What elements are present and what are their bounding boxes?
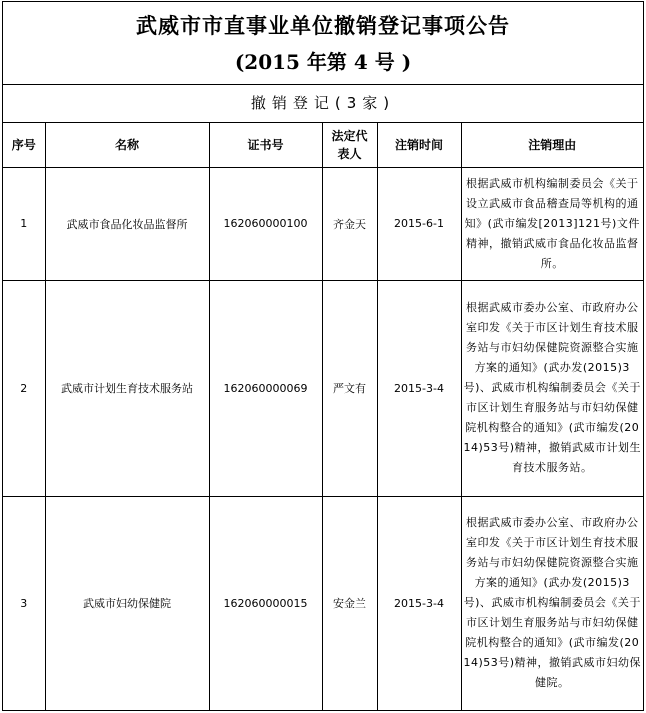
title-block: [3, 2, 643, 85]
table-header-row: [3, 123, 643, 167]
deregistration-table: [3, 123, 643, 710]
cell-date: 2015-6-1: [377, 167, 461, 280]
cell-cert: 162060000069: [209, 280, 322, 496]
table-row: [3, 167, 643, 280]
cell-reason: 根据武威市机构编制委员会《关于设立武威市食品稽查局等机构的通知》(武市编发[2013]121号)文件精神，撤销武威市食品化妆品监督所。: [461, 167, 643, 280]
section-heading: 撤销登记(3家): [3, 84, 643, 123]
cell-name: 武威市妇幼保健院: [45, 496, 209, 710]
cell-no: 3: [3, 496, 45, 710]
cell-date: 2015-3-4: [377, 496, 461, 710]
column-header-rep: 法定代表人: [322, 123, 377, 167]
column-header-reason: 注销理由: [461, 123, 643, 167]
table-row: [3, 496, 643, 710]
cell-no: 2: [3, 280, 45, 496]
page-subtitle-issue: (2015 年第 4 号 ): [234, 50, 412, 74]
cell-rep: 齐金天: [322, 167, 377, 280]
announcement-sheet: [2, 1, 644, 711]
cell-date: 2015-3-4: [377, 280, 461, 496]
cell-rep: 严文有: [322, 280, 377, 496]
cell-rep: 安金兰: [322, 496, 377, 710]
column-header-cert: 证书号: [209, 123, 322, 167]
column-header-date: 注销时间: [377, 123, 461, 167]
cell-no: 1: [3, 167, 45, 280]
cell-cert: 162060000100: [209, 167, 322, 280]
column-header-no: 序号: [3, 123, 45, 167]
cell-name: 武威市计划生育技术服务站: [45, 280, 209, 496]
cell-reason: 根据武威市委办公室、市政府办公室印发《关于市区计划生育技术服务站与市妇幼保健院资源整合实施方案的通知》(武办发(2015)3号)、武威市机构编制委员会《关于市区计划生育服务站与市妇幼保健院机构整合的通知》(武市编发(2014)53号)精神，撤销武威市计划生育技术服务站。: [461, 280, 643, 496]
page-title: 武威市市直事业单位撤销登记事项公告: [136, 13, 510, 38]
cell-cert: 162060000015: [209, 496, 322, 710]
table-row: [3, 280, 643, 496]
cell-reason: 根据武威市委办公室、市政府办公室印发《关于市区计划生育技术服务站与市妇幼保健院资源整合实施方案的通知》(武办发(2015)3号)、武威市机构编制委员会《关于市区计划生育服务站与市妇幼保健院机构整合的通知》(武市编发(2014)53号)精神，撤销武威市妇幼保健院。: [461, 496, 643, 710]
column-header-name: 名称: [45, 123, 209, 167]
cell-name: 武威市食品化妆品监督所: [45, 167, 209, 280]
